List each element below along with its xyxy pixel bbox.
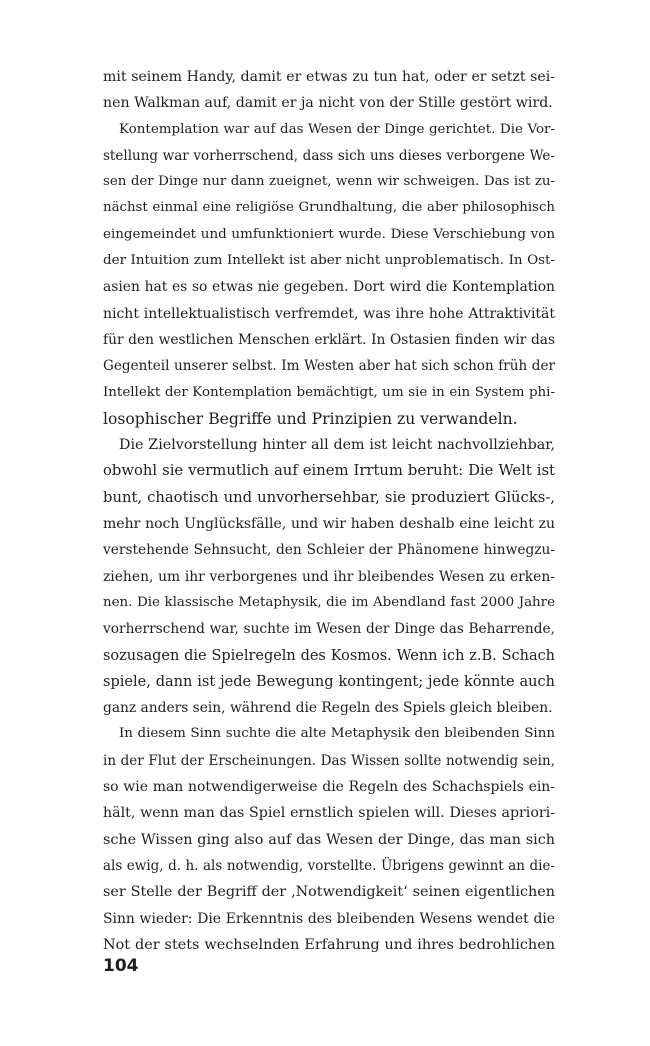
text-line: hält, wenn man das Spiel ernstlich spielen will. Dieses apriori- xyxy=(103,805,555,822)
text-line: als ewig, d. h. als notwendig, vorstellte. Übrigens gewinnt an die- xyxy=(103,857,555,874)
text-line: Gegenteil unserer selbst. Im Westen aber hat sich schon früh der xyxy=(103,358,555,375)
text-line: mit seinem Handy, damit er etwas zu tun hat, oder er setzt sei- xyxy=(103,69,555,85)
text-line: verstehende Sehnsucht, den Schleier der Phänomene hinwegzu- xyxy=(103,542,555,559)
text-line: vorherrschend war, suchte im Wesen der Dinge das Beharrende, xyxy=(103,621,555,638)
text-line: Die Zielvorstellung hinter all dem ist leicht nachvollziehbar, xyxy=(119,437,555,454)
page-number: 104 xyxy=(103,956,139,976)
text-line: ganz anders sein, während die Regeln des Spiels gleich bleiben. xyxy=(103,700,553,717)
text-line: sozusagen die Spielregeln des Kosmos. Wenn ich z.B. Schach xyxy=(103,647,555,664)
text-line: spiele, dann ist jede Bewegung kontingent; jede könnte auch xyxy=(103,673,555,690)
text-line: sche Wissen ging also auf das Wesen der Dinge, das man sich xyxy=(103,831,555,848)
text-line: ser Stelle der Begriff der ‚Notwendigkeit‘ seinen eigentlichen xyxy=(103,884,555,901)
text-line: sen der Dinge nur dann zueignet, wenn wir schweigen. Das ist zu- xyxy=(103,174,555,190)
text-line: stellung war vorherrschend, dass sich uns dieses verborgene We- xyxy=(103,147,555,164)
text-line: in der Flut der Erscheinungen. Das Wissen sollte notwendig sein, xyxy=(103,752,555,769)
text-line: der Intuition zum Intellekt ist aber nicht unproblematisch. In Ost- xyxy=(103,253,555,269)
text-line: losophischer Begriffe und Prinzipien zu verwandeln. xyxy=(103,409,518,428)
text-line: so wie man notwendigerweise die Regeln des Schachspiels ein- xyxy=(103,779,555,796)
text-line: obwohl sie vermutlich auf einem Irrtum beruht: Die Welt ist xyxy=(103,462,555,480)
text-line: nen Walkman auf, damit er ja nicht von der Stille gestört wird. xyxy=(103,95,553,112)
text-line: In diesem Sinn suchte die alte Metaphysik den bleibenden Sinn xyxy=(119,726,555,742)
text-line: ziehen, um ihr verborgenes und ihr bleibendes Wesen zu erken- xyxy=(103,568,555,585)
text-line: asien hat es so etwas nie gegeben. Dort wird die Kontemplation xyxy=(103,279,555,296)
text-line: bunt, chaotisch und unvorhersehbar, sie produziert Glücks-, xyxy=(103,488,555,506)
text-line: Kontemplation war auf das Wesen der Dinge gerichtet. Die Vor- xyxy=(119,121,555,137)
text-line: für den westlichen Menschen erklärt. In Ostasien finden wir das xyxy=(103,331,555,348)
text-line: mehr noch Unglücksfälle, und wir haben deshalb eine leicht zu xyxy=(103,516,555,533)
text-line: nächst einmal eine religiöse Grundhaltung, die aber philosophisch xyxy=(103,200,555,216)
body-text xyxy=(103,64,555,958)
text-line: Intellekt der Kontemplation bemächtigt, um sie in ein System phi- xyxy=(103,384,555,400)
text-line: Sinn wieder: Die Erkenntnis des bleibenden Wesens wendet die xyxy=(103,910,555,927)
text-line: eingemeindet und umfunktioniert wurde. Diese Verschiebung von xyxy=(103,226,555,242)
text-line: Not der stets wechselnden Erfahrung und ihres bedrohlichen xyxy=(103,936,555,953)
text-line: nen. Die klassische Metaphysik, die im Abendland fast 2000 Jahre xyxy=(103,594,555,610)
text-line: nicht intellektualistisch verfremdet, was ihre hohe Attraktivität xyxy=(103,305,555,322)
